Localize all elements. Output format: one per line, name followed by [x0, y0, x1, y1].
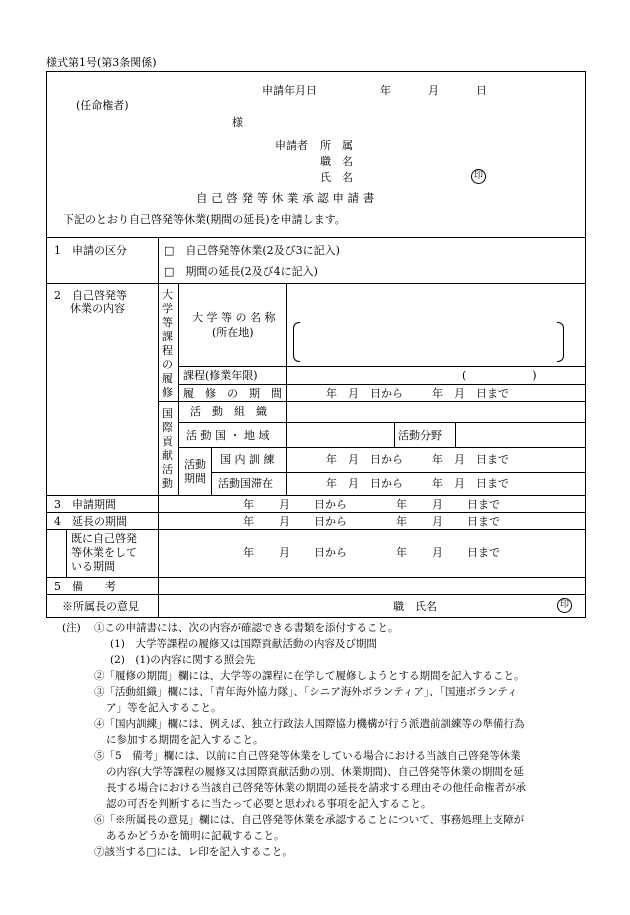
note-item: ⑤「5 備考」欄には、以前に自己啓発等休業をしている場合における当該自己啓発等休業 — [94, 750, 521, 762]
university-name-label: 大 学 等 の 名 称 — [192, 311, 276, 324]
note-item: ⑦該当する□には、レ印を記入すること。 — [94, 846, 293, 858]
activity-period-label-line2: 期間 — [184, 472, 206, 485]
study-period-to[interactable]: 年 月 日まで — [432, 387, 509, 400]
study-period-from[interactable]: 年 月 日から — [326, 387, 403, 400]
section3-label: 3 申請期間 — [54, 498, 116, 511]
section5-label: 5 備 考 — [54, 580, 116, 593]
abroad-stay-from[interactable]: 年 月 日から — [326, 477, 403, 490]
option-period-extension[interactable]: □ 期間の延長(2及び4に記入) — [164, 265, 318, 278]
domestic-training-to[interactable]: 年 月 日まで — [432, 453, 509, 466]
affiliation-label: 所 属 — [320, 139, 353, 152]
domestic-training-from[interactable]: 年 月 日から — [326, 453, 403, 466]
section2-label-line1: 2 自己啓発等 — [54, 289, 127, 302]
previous-period-label-line3: いる期間 — [71, 560, 115, 573]
course-label: 課程(修業年限) — [183, 369, 258, 382]
note-item: (1) 大学等課程の履修又は国際貢献活動の内容及び期間 — [110, 638, 377, 650]
applicant-label: 申請者 — [275, 139, 308, 152]
note-item: あるかどうかを簡明に記載すること。 — [106, 830, 285, 842]
notes-prefix: (注) — [62, 622, 81, 634]
supervisor-seal-icon: 印 — [557, 598, 572, 613]
activity-country-label: 活 動 国 ・ 地 域 — [186, 429, 270, 442]
abroad-stay-label: 活動国滞在 — [218, 477, 273, 490]
sama-label: 様 — [232, 116, 243, 129]
study-period-label: 履 修 の 期 間 — [183, 387, 282, 400]
activity-field-label: 活動分野 — [398, 429, 442, 442]
section2-label-line2: 休業の内容 — [70, 302, 125, 315]
note-item: に参加する期間を記入すること。 — [106, 734, 264, 746]
section4-label: 4 延長の期間 — [54, 515, 127, 528]
section1-label: 1 申請の区分 — [54, 244, 127, 257]
note-item: ③「活動組織」欄には、「青年海外協力隊」、「シニア海外ボランティア」、「国連ボランティ — [94, 686, 518, 698]
note-item: (2) (1)の内容に関する照会先 — [110, 654, 256, 666]
applicant-seal-icon: 印 — [471, 169, 486, 184]
note-item: 長する場合における当該自己啓発等休業の期間の延長を請求する理由その他任命権者が承 — [106, 782, 526, 794]
note-item: ②「履修の期間」欄には、大学等の課程に在学して履修しようとする期間を記入すること。 — [94, 670, 525, 682]
activity-period-label-line1: 活動 — [184, 458, 206, 471]
supervisor-opinion-label: ※所属長の意見 — [62, 600, 139, 613]
intro-text: 下記のとおり自己啓発等休業(期間の延長)を申請します。 — [63, 213, 346, 226]
previous-period-label-line2: 等休業をして — [71, 546, 137, 559]
domestic-training-label: 国 内 訓 練 — [220, 453, 275, 466]
form-id: 様式第1号(第3条関係) — [46, 56, 157, 69]
date-year: 年 — [380, 84, 391, 97]
date-day: 日 — [476, 84, 487, 97]
option-self-development-leave[interactable]: □ 自己啓発等休業(2及び3に記入) — [164, 244, 340, 257]
course-duration-field[interactable]: ( ) — [462, 369, 537, 382]
note-item: ④「国内訓練」欄には、例えば、独立行政法人国際協力機構が行う派遣前訓練等の準備行為 — [94, 718, 525, 730]
position-label: 職 名 — [320, 155, 353, 168]
university-location-label: (所在地) — [212, 326, 254, 339]
note-item: ⑥「※所属長の意見」欄には、自己啓発等休業を承認することについて、事務処理上支障が — [94, 814, 525, 826]
appointer-label: (任命権者) — [76, 99, 129, 112]
previous-period-label-line1: 既に自己啓発 — [71, 532, 137, 545]
abroad-stay-to[interactable]: 年 月 日まで — [432, 477, 509, 490]
name-label: 氏 名 — [320, 171, 353, 184]
note-item: ①この申請書には、次の内容が確認できる書類を添付すること。 — [94, 622, 399, 634]
note-item: ア」等を記入すること。 — [106, 702, 222, 714]
note-item: 認の可否を判断するに当たって必要と思われる事項を記入すること。 — [106, 798, 432, 810]
date-month: 月 — [428, 84, 439, 97]
note-item: の内容(大学等課程の履修又は国際貢献活動の別、休業期間)、自己啓発等休業の期間を延 — [106, 766, 524, 778]
document-title: 自 己 啓 発 等 休 業 承 認 申 請 書 — [196, 191, 375, 205]
activity-organization-label: 活 動 組 織 — [190, 405, 267, 418]
application-date-label: 申請年月日 — [262, 84, 317, 97]
supervisor-name-label: 職 氏名 — [393, 600, 437, 613]
